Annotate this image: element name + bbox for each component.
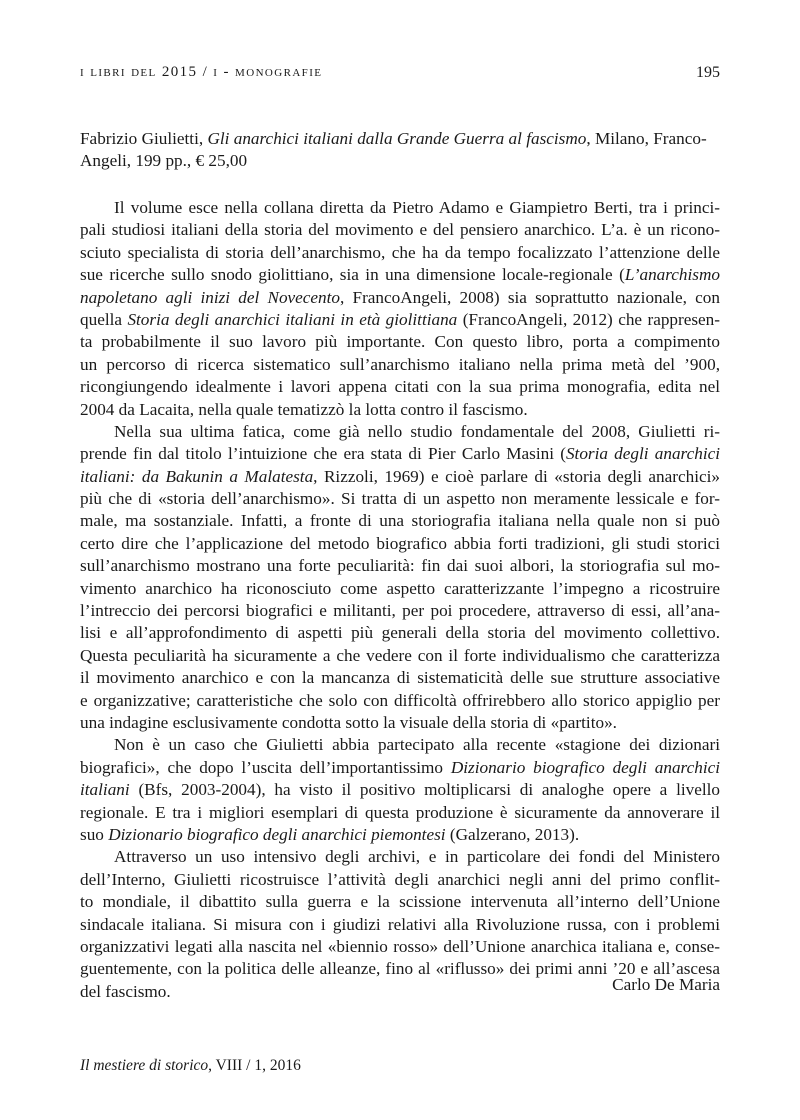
page-number: 195 (696, 64, 720, 81)
text-line: l’intreccio dei percorsi biografici e militanti, per poi procedere, attraverso di essi, all’ana- (80, 601, 720, 621)
italic-title: Storia degli anarchici italiani in età giolittiana (127, 309, 458, 329)
italic-title: L’anarchismo (624, 265, 720, 285)
text-line (80, 757, 720, 779)
journal-name: Il mestiere di storico (80, 1057, 209, 1074)
text-line (80, 287, 720, 309)
text-line: sull’anarchismo mostrano una forte peculiarità: fin dai suoi albori, la storiografia sul mo- (80, 556, 720, 576)
citation-details-1: , Milano, Franco- (586, 129, 707, 148)
text-line (80, 309, 720, 331)
text-line: sindacale italiana. Si misura con i giudizi relativi alla Rivoluzione russa, con i problemi (80, 914, 720, 934)
text-line: dell’Interno, Giulietti ricostruisce l’attività degli anarchici negli anni del primo conflit- (80, 869, 720, 889)
text-line: Non è un caso che Giulietti abbia partecipato alla recente «stagione dei dizionari (114, 735, 720, 755)
text-line: un percorso di ricerca sistematico sull’anarchismo italiano nella prima metà del ’900, (80, 354, 720, 374)
review-body (80, 197, 720, 1003)
italic-title: Dizionario biografico degli anarchici piemontesi (108, 824, 446, 844)
running-header (80, 64, 720, 88)
text-line (80, 466, 720, 488)
text-segment: suo (80, 824, 109, 844)
italic-title: italiani: da Bakunin a Malatesta (80, 466, 314, 486)
text-line (80, 824, 720, 846)
text-line (80, 264, 720, 286)
text-segment: prende fin dal titolo l’intuizione che era stata di Pier Carlo Masini ( (80, 444, 566, 464)
text-line: 2004 da Lacaita, nella quale tematizzò la lotta contro il fascismo. (80, 399, 528, 419)
italic-title: napoletano agli inizi del Novecento (80, 287, 341, 307)
text-segment: sue ricerche sullo snodo giolittiano, sia in una dimensione locale-regionale ( (80, 265, 625, 285)
text-line: pali studiosi italiani della storia del movimento e del pensiero anarchico. L’a. è un ricono- (80, 220, 720, 240)
author-signature: Carlo De Maria (612, 975, 720, 994)
text-segment: biografici», che dopo l’uscita dell’importantissimo (80, 757, 451, 777)
text-line: del fascismo. (80, 981, 171, 1001)
text-line: to mondiale, il dibattito sulla guerra e la scissione intervenuta all’interno dell’Unione (80, 892, 720, 912)
text-line: Nella sua ultima fatica, come già nello studio fondamentale del 2008, Giulietti ri- (114, 421, 720, 441)
text-line: lisi e all’approfondimento di aspetti più generali della storia del movimento collettivo. (80, 623, 720, 643)
text-line: regionale. E tra i migliori esemplari di questa produzione è sicuramente da annoverare il (80, 802, 720, 822)
text-segment: (FrancoAngeli, 2012) che rappresen- (457, 309, 720, 329)
journal-footer (80, 1057, 301, 1075)
citation-title: Gli anarchici italiani dalla Grande Guerra al fascismo (207, 129, 587, 148)
text-segment: , FrancoAngeli, 2008) sia soprattutto nazionale, con (340, 287, 720, 307)
text-segment: , Rizzoli, 1969) e cioè parlare di «storia degli anarchici» (313, 466, 721, 486)
text-line: e organizzative; caratteristiche che solo con difficoltà offrirebbero allo storico appiglio per (80, 690, 720, 710)
text-line: guentemente, con la politica delle alleanze, fino al «riflusso» dei primi anni ’20 e all’ascesa (80, 959, 720, 979)
text-line: Il volume esce nella collana diretta da Pietro Adamo e Giampietro Berti, tra i princi- (114, 198, 720, 217)
text-line: sciuto specialista di storia dell’anarchismo, che ha da tempo focalizzato l’attenzione delle (80, 242, 720, 262)
text-line: vimento anarchico ha riconosciuto come aspetto caratterizzante l’impegno a ricostruire (80, 578, 720, 598)
text-line (80, 779, 720, 801)
text-line: certo dire che l’applicazione del metodo biografico abbia forti tradizioni, gli studi storici (80, 533, 720, 553)
text-line: Questa peculiarità ha sicuramente a che vedere con il forte individualismo che caratterizza (80, 645, 720, 665)
text-segment: (Galzerano, 2013). (445, 824, 580, 844)
text-line: il movimento anarchico e con la mancanza di sistematicità delle sue strutture associative (80, 668, 720, 688)
book-citation (80, 128, 720, 173)
italic-title: Storia degli anarchici (565, 444, 720, 464)
text-line: Attraverso un uso intensivo degli archivi, e in particolare dei fondi del Ministero (114, 847, 720, 867)
text-line: una indagine esclusivamente condotta sotto la visuale della storia di «partito». (80, 712, 617, 732)
running-header-title: i libri del 2015 / i - monografie (80, 64, 323, 80)
italic-title: Dizionario biografico degli anarchici (450, 757, 721, 777)
text-line: male, ma sostanziale. Infatti, a fronte di una storiografia italiana nella quale non si può (80, 511, 720, 531)
citation-author: Fabrizio Giulietti, (80, 129, 208, 148)
text-line (80, 443, 720, 465)
text-line: ricongiungendo idealmente i lavori appena citati con la sua prima monografia, edita nel (80, 377, 720, 397)
text-line: più che di «storia dell’anarchismo». Si tratta di un aspetto non meramente lessicale e for- (80, 489, 720, 509)
text-line: ta probabilmente il suo lavoro più importante. Con questo libro, porta a compimento (80, 332, 720, 352)
citation-details-2: Angeli, 199 pp., € 25,00 (80, 151, 248, 171)
italic-title: italiani (80, 780, 130, 800)
text-segment: quella (80, 309, 128, 329)
text-segment: (Bfs, 2003-2004), ha visto il positivo moltiplicarsi di analoghe opere a livello (129, 780, 720, 800)
journal-issue: , VIII / 1, 2016 (208, 1057, 301, 1074)
text-line: organizzativi legati alla nascita nel «biennio rosso» dell’Unione anarchica italiana e, conse- (80, 936, 720, 956)
